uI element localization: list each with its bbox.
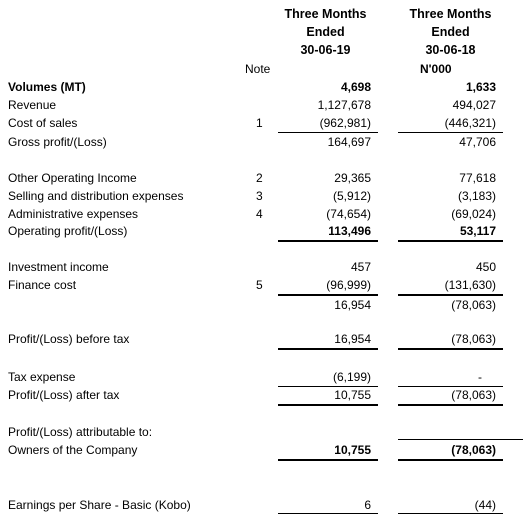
row-note: 4 xyxy=(256,207,263,221)
row-label: Other Operating Income xyxy=(8,171,137,185)
row-value-2019: (96,999) xyxy=(326,278,371,292)
row-value-2019: 4,698 xyxy=(340,80,371,94)
column-header-2019-line3: 30-06-19 xyxy=(300,43,351,57)
column-header-2019-line1: Three Months xyxy=(284,7,367,21)
row-value-2018: 47,706 xyxy=(459,135,496,149)
row-value-2019: 16,954 xyxy=(334,332,371,346)
total-rule xyxy=(398,240,503,242)
row-note: 2 xyxy=(256,171,263,185)
row-label: Profit/(Loss) after tax xyxy=(8,388,120,402)
total-rule xyxy=(398,404,503,406)
row-note: 5 xyxy=(256,278,263,292)
row-value-2019: (74,654) xyxy=(326,207,371,221)
row-label: Revenue xyxy=(8,98,57,112)
note-column-header: Note xyxy=(245,62,271,76)
row-value-2018: 450 xyxy=(475,260,496,274)
subtotal-rule xyxy=(278,132,378,133)
row-value-2019: 1,127,678 xyxy=(317,98,371,112)
subtotal-rule xyxy=(398,132,503,133)
row-value-2018: (446,321) xyxy=(444,116,496,130)
row-value-2019: 10,755 xyxy=(334,388,371,402)
row-value-2019: 113,496 xyxy=(328,224,371,238)
column-header-2018-line3: 30-06-18 xyxy=(425,43,476,57)
row-label: Earnings per Share - Basic (Kobo) xyxy=(8,498,191,512)
row-value-2019: 29,365 xyxy=(334,171,371,185)
row-label: Profit/(Loss) before tax xyxy=(8,332,130,346)
total-rule xyxy=(278,404,378,406)
total-rule xyxy=(398,348,503,350)
row-value-2018: 494,027 xyxy=(452,98,496,112)
row-value-2018: (44) xyxy=(474,498,496,512)
row-value-2019: 16,954 xyxy=(334,298,371,312)
row-value-2018: (78,063) xyxy=(451,298,496,312)
row-note: 3 xyxy=(256,189,263,203)
row-value-2018: 77,618 xyxy=(459,171,496,185)
row-label: Tax expense xyxy=(8,370,76,384)
subtotal-rule xyxy=(398,294,503,296)
subtotal-rule xyxy=(278,294,378,296)
row-note: 1 xyxy=(256,116,263,130)
subtotal-rule xyxy=(398,439,523,440)
row-label: Administrative expenses xyxy=(8,207,139,221)
column-header-2018 xyxy=(393,5,508,59)
row-label: Gross profit/(Loss) xyxy=(8,135,107,149)
row-value-2018: (78,063) xyxy=(451,388,496,402)
total-rule xyxy=(278,459,378,461)
row-label: Finance cost xyxy=(8,278,77,292)
row-label: Owners of the Company xyxy=(8,443,138,457)
column-header-2018-line1: Three Months xyxy=(409,7,492,21)
row-value-2018: (3,183) xyxy=(457,189,496,203)
row-value-2018: (69,024) xyxy=(451,207,496,221)
row-value-2018: 1,633 xyxy=(465,80,496,94)
total-rule xyxy=(398,513,503,514)
row-value-2019: 457 xyxy=(350,260,371,274)
total-rule xyxy=(398,459,503,461)
column-header-2019-line2: Ended xyxy=(306,25,345,39)
subtotal-rule xyxy=(278,386,378,387)
row-label: Volumes (MT) xyxy=(8,80,86,94)
row-value-2018: 53,117 xyxy=(459,224,496,238)
row-value-2018: (131,630) xyxy=(444,278,496,292)
row-label: Profit/(Loss) attributable to: xyxy=(8,425,153,439)
column-header-2019 xyxy=(268,5,383,59)
row-value-2019: (5,912) xyxy=(332,189,371,203)
total-rule xyxy=(278,348,378,350)
row-value-2018: - xyxy=(478,370,482,384)
row-value-2019: 6 xyxy=(364,498,371,512)
row-value-2018: (78,063) xyxy=(451,443,496,457)
row-label: Cost of sales xyxy=(8,116,78,130)
subtotal-rule xyxy=(398,386,503,387)
column-header-2018-line2: Ended xyxy=(431,25,470,39)
row-value-2019: (6,199) xyxy=(332,370,371,384)
row-label: Investment income xyxy=(8,260,109,274)
row-value-2019: 10,755 xyxy=(334,443,371,457)
row-value-2019: 164,697 xyxy=(327,135,371,149)
row-value-2018: (78,063) xyxy=(451,332,496,346)
currency-label: N'000 xyxy=(420,62,452,76)
total-rule xyxy=(278,513,378,514)
row-value-2019: (962,981) xyxy=(319,116,371,130)
row-label: Operating profit/(Loss) xyxy=(8,224,128,238)
row-label: Selling and distribution expenses xyxy=(8,189,184,203)
total-rule xyxy=(278,240,378,242)
